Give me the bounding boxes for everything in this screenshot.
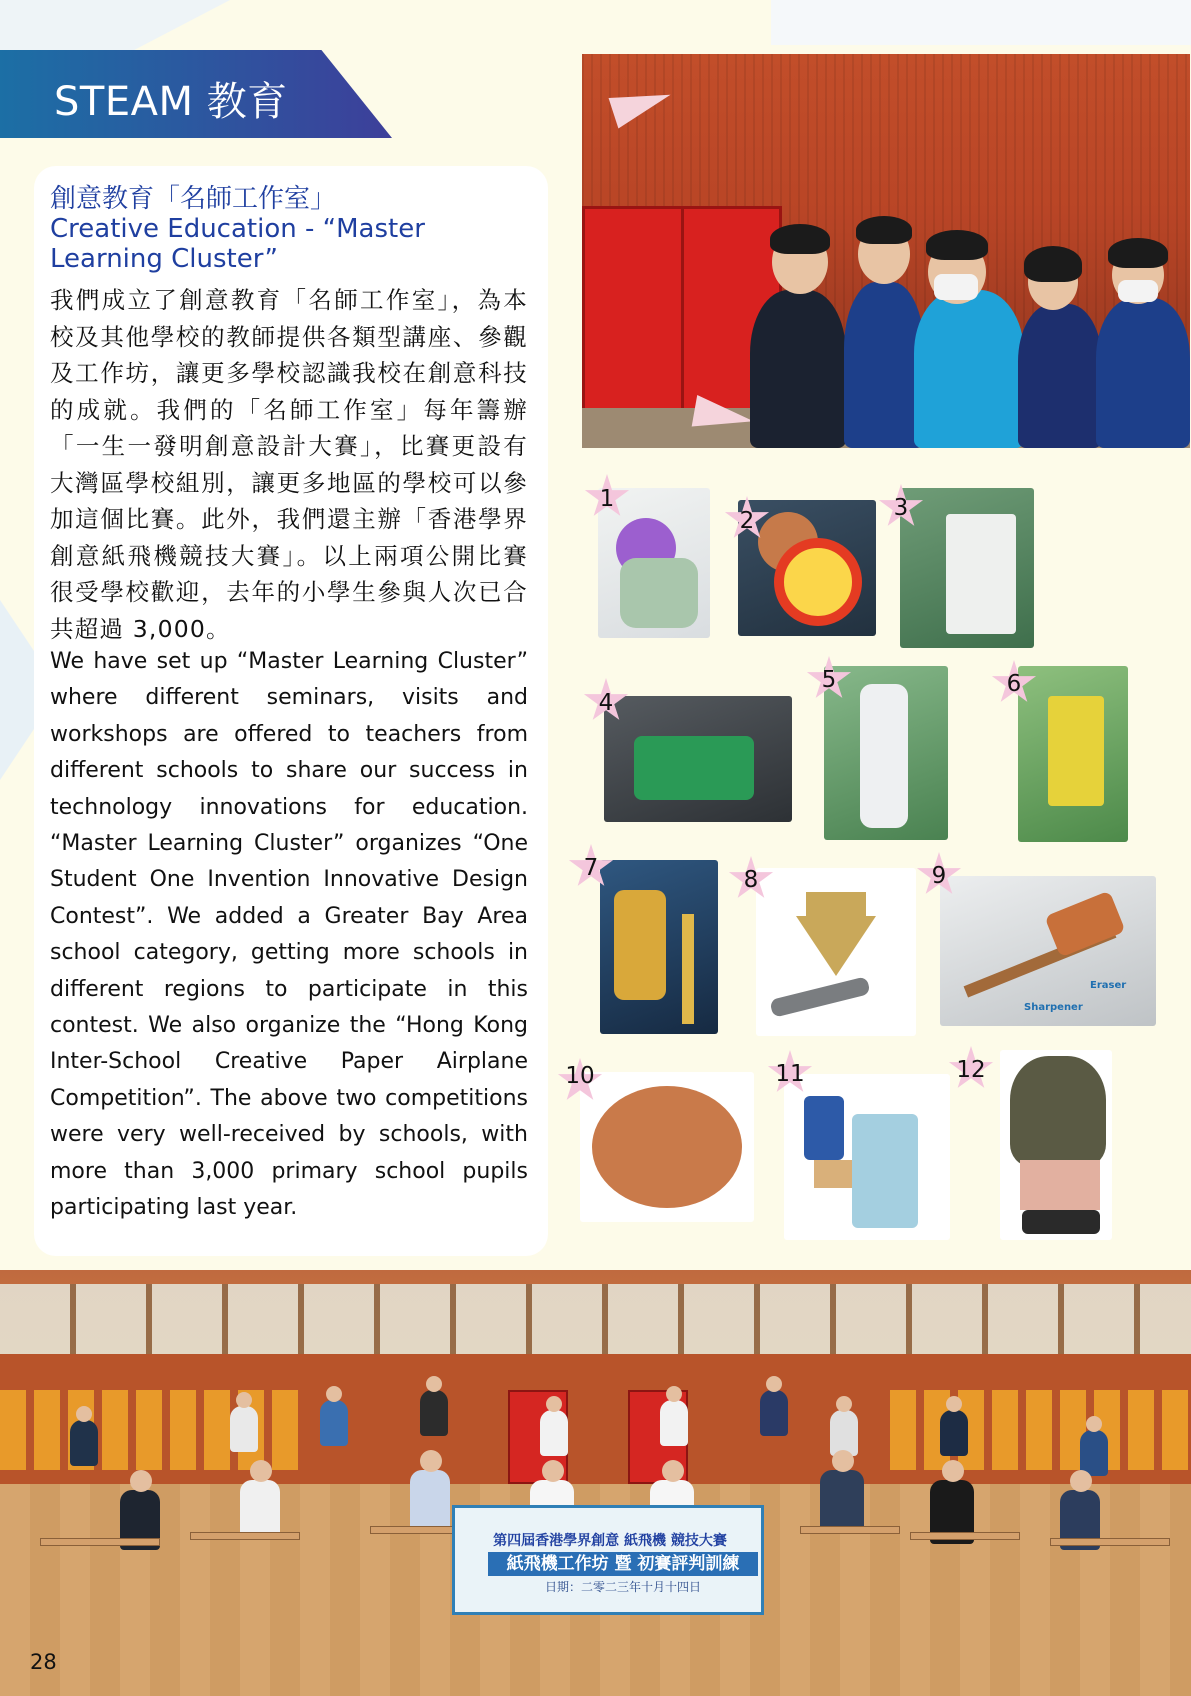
participant	[940, 1410, 968, 1456]
participant	[320, 1400, 348, 1446]
tool-photo-9	[940, 876, 1156, 1026]
participant-head	[832, 1450, 854, 1472]
item-number: 9	[931, 863, 947, 889]
student-hair	[770, 224, 830, 254]
article-title-zh: 創意教育「名師工作室」	[50, 184, 337, 214]
student	[844, 282, 924, 448]
participant-head	[130, 1470, 152, 1492]
participant-head	[946, 1396, 962, 1412]
participant-head	[766, 1376, 782, 1392]
desk	[910, 1532, 1020, 1540]
participant	[420, 1390, 448, 1436]
funnel	[796, 916, 876, 976]
desk	[1050, 1538, 1170, 1546]
participant-head	[420, 1450, 442, 1472]
student-hair	[1108, 238, 1168, 268]
page-number: 28	[30, 1650, 57, 1674]
mannequin-face	[1020, 1160, 1100, 1210]
student-hair	[926, 230, 988, 260]
students-paper-airplane-photo	[582, 54, 1190, 448]
face-mask	[1118, 280, 1158, 302]
participant-head	[1086, 1416, 1102, 1432]
workshop-group-photo	[0, 1270, 1191, 1696]
participant-head	[662, 1460, 684, 1482]
participant-head	[942, 1460, 964, 1482]
item-number: 7	[583, 855, 599, 881]
student	[1096, 298, 1190, 448]
tool-photo-4	[604, 696, 792, 822]
article-title-en: Creative Education - “Master Learning Cluster”	[50, 214, 425, 274]
item-number: 8	[743, 867, 759, 893]
item-number: 4	[598, 690, 614, 716]
desk	[800, 1526, 900, 1534]
participant-head	[836, 1396, 852, 1412]
blue-bottle	[804, 1096, 844, 1160]
item-number: 1	[599, 486, 615, 512]
participant-head	[426, 1376, 442, 1392]
yellow-part	[1048, 696, 1104, 806]
item-number: 11	[775, 1061, 805, 1087]
fabric-hood	[1010, 1056, 1106, 1166]
green-body	[620, 558, 698, 628]
metal-rod	[769, 976, 870, 1018]
event-banner-subtitle: 紙飛機工作坊 暨 初賽評判訓練	[488, 1552, 758, 1576]
article-body-en: We have set up “Master Learning Cluster” where different seminars, visits and workshops are offered to teachers from different schools to share our success in technology innovations for education. “Master Learning Cluster” organizes “One Student One Invention Innovative Design Contest”. We added a Greater Bay Area school category, getting more schools in different regions to participate in this contest. We also organize the “Hong Kong Inter-School Creative Paper Airplane Competition”. The above two competitions were very well-received by schools, with more than 3,000 primary school pupils participating last year.	[50, 649, 528, 1221]
participant-head	[236, 1392, 252, 1408]
cylinder-top	[806, 892, 866, 916]
participant	[660, 1400, 688, 1446]
tool-photo-11	[784, 1074, 950, 1240]
white-stand	[860, 684, 908, 828]
light-blue-bottle	[852, 1114, 918, 1228]
chairs	[890, 1390, 1191, 1470]
yellow-pen	[682, 914, 694, 1024]
sharpener-label: Sharpener	[1024, 1002, 1083, 1013]
student	[1018, 304, 1102, 448]
copper-part	[1044, 890, 1125, 957]
desk	[40, 1538, 160, 1546]
participant-head	[666, 1386, 682, 1402]
event-banner-date: 日期：二零二三年十月十四日	[544, 1580, 701, 1594]
participant	[230, 1406, 258, 1452]
hall-windows	[0, 1284, 1191, 1354]
participant	[240, 1480, 280, 1540]
face-mask	[934, 274, 978, 300]
participant-head	[250, 1460, 272, 1482]
event-banner-title: 第四屆香港學界創意 紙飛機 競技大賽	[493, 1533, 727, 1549]
participant	[70, 1420, 98, 1466]
red-ring	[774, 538, 862, 626]
participant-head	[76, 1406, 92, 1422]
participant	[410, 1470, 450, 1534]
white-part	[946, 514, 1016, 634]
item-number: 10	[565, 1063, 595, 1089]
tool-photo-8	[756, 868, 916, 1036]
background-shape	[771, 0, 1191, 45]
participant-head	[326, 1386, 342, 1402]
copper-disc	[592, 1086, 742, 1208]
yellow-holder	[614, 890, 666, 1000]
green-part	[634, 736, 754, 800]
tool-photo-10	[580, 1072, 754, 1222]
participant	[540, 1410, 568, 1456]
participant	[760, 1390, 788, 1436]
article-body-zh: 我們成立了創意教育「名師工作室」，為本校及其他學校的教師提供各類型講座、參觀及工作坊，讓更多學校認識我校在創意科技的成就。我們的「名師工作室」每年籌辦「一生一發明創意設計大賽」，比賽更設有大灣區學校組別，讓更多地區的學校可以參加這個比賽。此外，我們還主辦「香港學界創意紙飛機競技大賽」。以上兩項公開比賽很受學校歡迎，去年的小學生參與人次已合共超過 3,000。	[50, 286, 528, 643]
student	[914, 290, 1024, 448]
participant	[1080, 1430, 1108, 1476]
desk	[190, 1532, 300, 1540]
student	[750, 290, 846, 448]
section-title: STEAM 教育	[54, 79, 288, 125]
item-number: 6	[1006, 671, 1022, 697]
eraser-label: Eraser	[1090, 980, 1127, 991]
mannequin-base	[1022, 1210, 1100, 1234]
tool-photo-7	[600, 860, 718, 1034]
item-number: 5	[821, 667, 837, 693]
item-number: 12	[956, 1057, 986, 1083]
tool-photo-12	[1000, 1050, 1112, 1240]
student-hair	[1024, 246, 1082, 282]
participant-head	[546, 1396, 562, 1412]
participant-head	[542, 1460, 564, 1482]
item-number: 2	[739, 508, 755, 534]
item-number: 3	[893, 495, 909, 521]
student-hair	[856, 216, 912, 244]
participant	[820, 1470, 864, 1534]
participant-head	[1070, 1470, 1092, 1492]
